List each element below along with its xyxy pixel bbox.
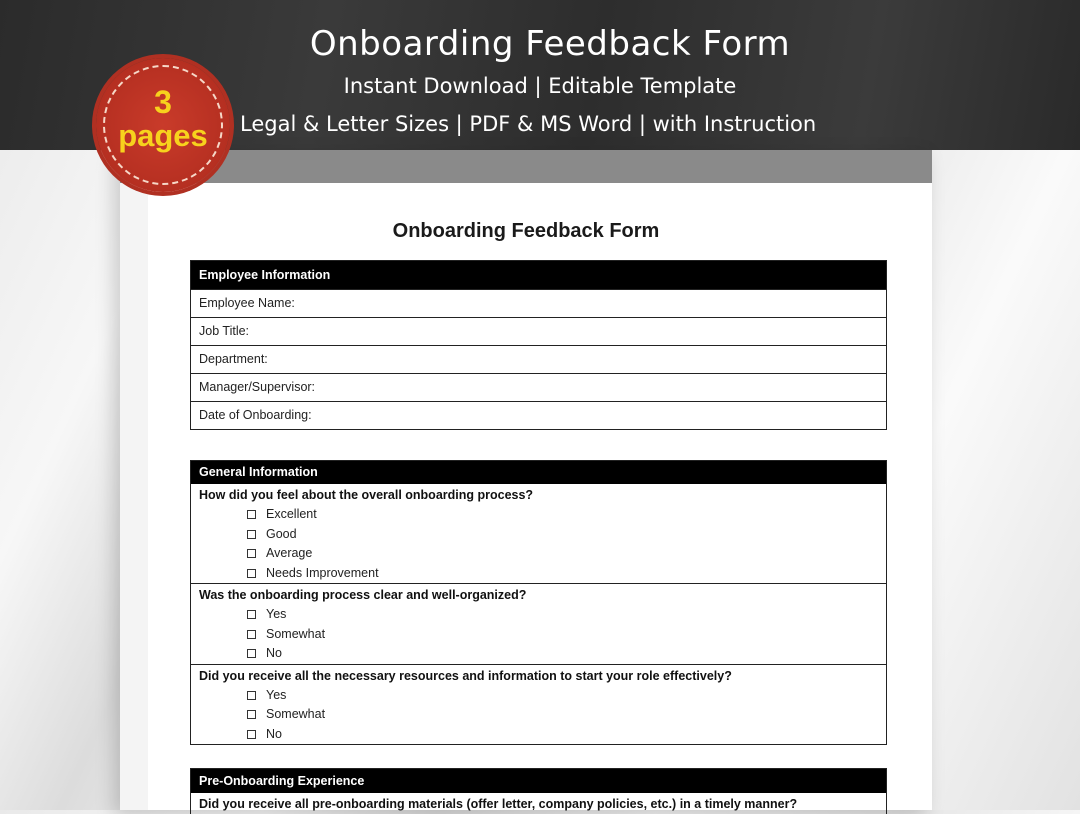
checkbox[interactable] (247, 710, 256, 719)
banner-title: Onboarding Feedback Form (309, 24, 791, 64)
checkbox[interactable] (247, 530, 256, 539)
question-text: Did you receive all the necessary resources and information to start your role effectively? (199, 668, 732, 683)
checkbox[interactable] (247, 630, 256, 639)
general-info-table (190, 460, 887, 745)
employee-info-header: Employee Information (191, 261, 886, 289)
option-no[interactable]: No (199, 725, 878, 745)
question-block (191, 664, 886, 745)
option-somewhat[interactable]: Somewhat (199, 625, 878, 645)
manager-field[interactable]: Manager/Supervisor: (191, 373, 886, 401)
pre-onboarding-table (190, 768, 887, 814)
question-block (191, 484, 886, 583)
employee-name-field[interactable]: Employee Name: (191, 289, 886, 317)
checkbox[interactable] (247, 569, 256, 578)
onboarding-date-field[interactable]: Date of Onboarding: (191, 401, 886, 429)
checkbox[interactable] (247, 610, 256, 619)
checkbox[interactable] (247, 691, 256, 700)
employee-info-table (190, 260, 887, 430)
option-yes[interactable]: Yes (199, 605, 878, 625)
checkbox[interactable] (247, 730, 256, 739)
document-page (120, 150, 932, 810)
checkbox[interactable] (247, 510, 256, 519)
badge-label: pages (118, 118, 208, 153)
question-text: How did you feel about the overall onboarding process? (199, 488, 534, 502)
badge-number: 3 (154, 84, 172, 120)
general-info-header: General Information (191, 461, 886, 484)
option-good[interactable]: Good (199, 525, 878, 545)
document-title: Onboarding Feedback Form (392, 220, 660, 242)
pre-onboarding-header: Pre-Onboarding Experience (191, 769, 886, 793)
option-average[interactable]: Average (199, 544, 878, 564)
page-left-margin (120, 183, 148, 810)
option-yes[interactable]: Yes (199, 686, 878, 706)
job-title-field[interactable]: Job Title: (191, 317, 886, 345)
pages-badge (96, 58, 230, 192)
checkbox[interactable] (247, 549, 256, 558)
checkbox[interactable] (247, 649, 256, 658)
option-no[interactable]: No (199, 644, 878, 664)
question-block (191, 583, 886, 664)
question-text: Was the onboarding process clear and well-organized? (199, 588, 527, 602)
option-needs-improvement[interactable]: Needs Improvement (199, 564, 878, 584)
question-block (191, 793, 886, 814)
banner-subtitle: Instant Download | Editable Template (343, 74, 737, 98)
banner-features: Legal & Letter Sizes | PDF & MS Word | with Instruction (240, 112, 817, 136)
option-excellent[interactable]: Excellent (199, 505, 878, 525)
department-field[interactable]: Department: (191, 345, 886, 373)
option-somewhat[interactable]: Somewhat (199, 705, 878, 725)
page-top-bar (120, 150, 932, 183)
question-text: Did you receive all pre-onboarding materials (offer letter, company policies, etc.) in a timely manner? (199, 797, 798, 811)
